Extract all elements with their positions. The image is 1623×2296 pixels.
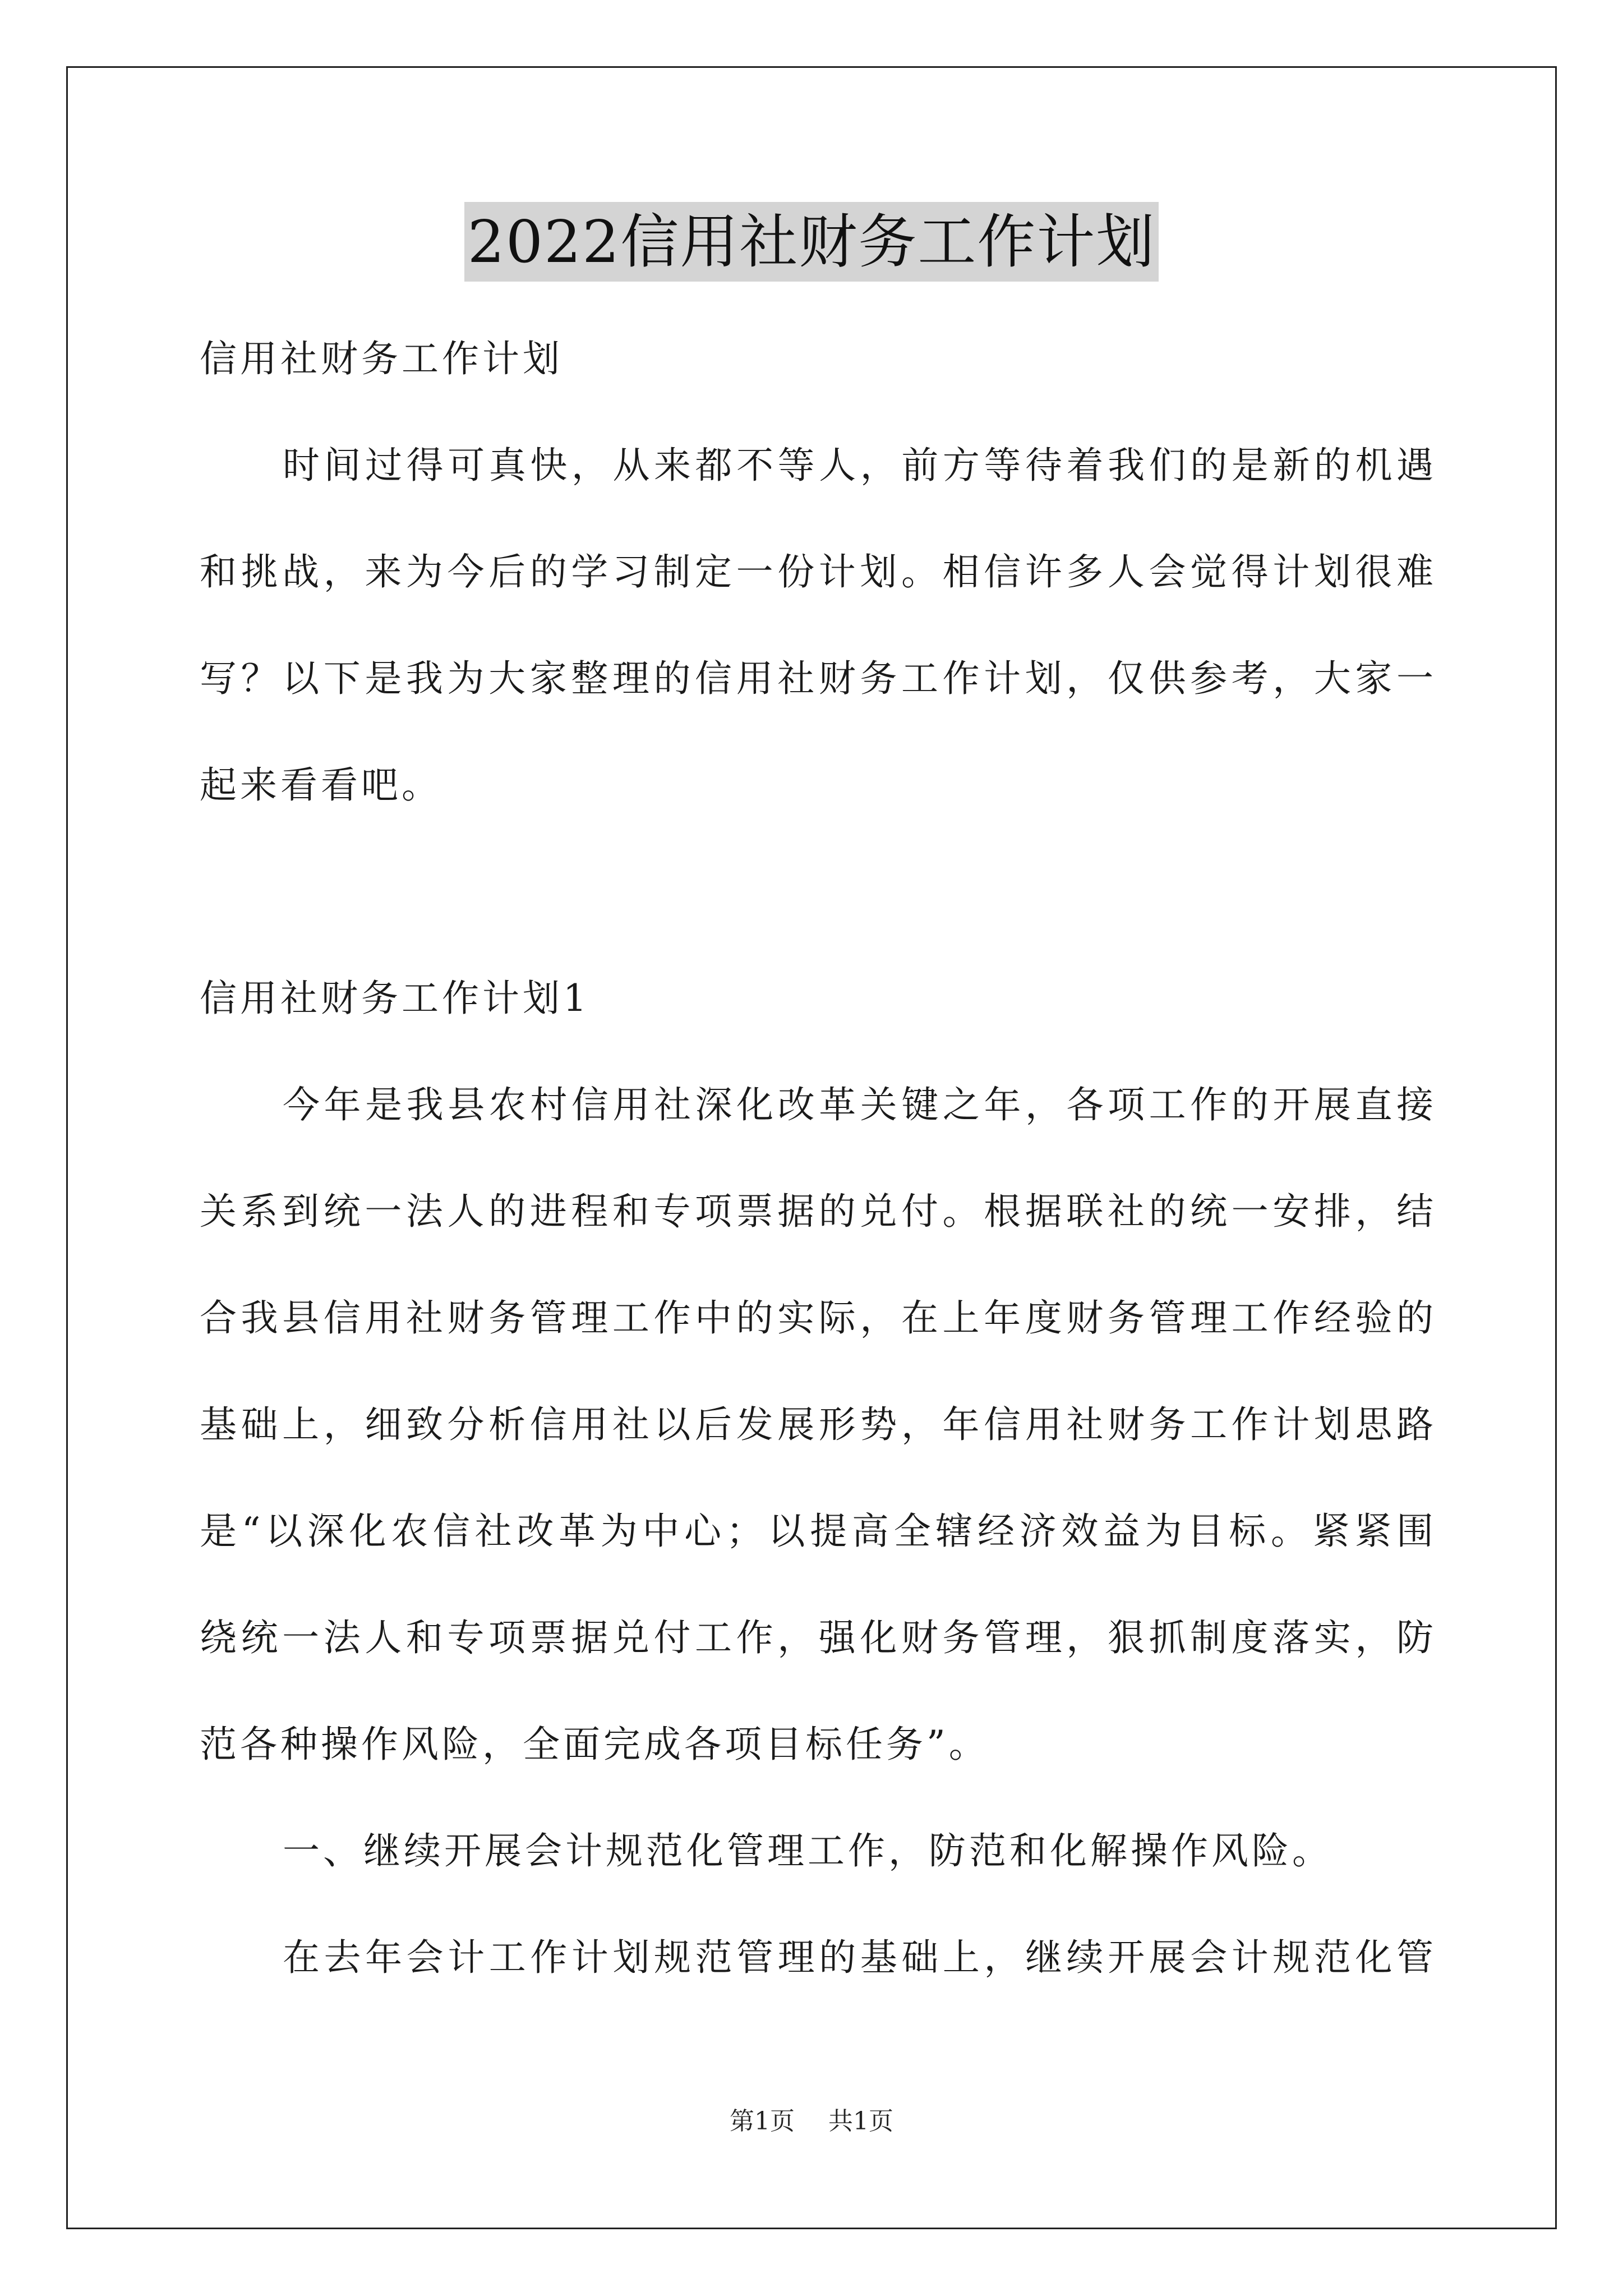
paragraph-line: 范各种操作风险，全面完成各项目标任务”。 (200, 1723, 989, 1766)
point-heading: 一、继续开展会计规范化管理工作，防范和化解操作风险。 (283, 1829, 1332, 1872)
page-footer (0, 2105, 1623, 2138)
intro-line: 时间过得可真快，从来都不等人，前方等待着我们的是新的机遇 (283, 444, 1433, 487)
paragraph-line: 合我县信用社财务管理工作中的实际，在上年度财务管理工作经验的 (200, 1296, 1433, 1340)
paragraph-line: 基础上，细致分析信用社以后发展形势，年信用社财务工作计划思路 (200, 1403, 1433, 1446)
document-body (200, 306, 1433, 2011)
paragraph-line: 在去年会计工作计划规范管理的基础上，继续开展会计规范化管 (283, 1936, 1433, 1979)
page-total: 共1页 (828, 2107, 893, 2136)
paragraph-line: 绕统一法人和专项票据兑付工作，强化财务管理，狠抓制度落实，防 (200, 1616, 1433, 1659)
section-heading: 信用社财务工作计划1 (200, 977, 590, 1020)
paragraph-gap (200, 839, 1433, 945)
document-title: 2022信用社财务工作计划 (464, 202, 1159, 282)
intro-line: 和挑战，来为今后的学习制定一份计划。相信许多人会觉得计划很难 (200, 550, 1433, 593)
title-wrap (0, 202, 1623, 282)
paragraph-line: 今年是我县农村信用社深化改革关键之年，各项工作的开展直接 (283, 1083, 1433, 1126)
heading: 信用社财务工作计划 (200, 337, 563, 380)
intro-line: 起来看看吧。 (200, 763, 442, 807)
intro-line: 写？以下是我为大家整理的信用社财务工作计划，仅供参考，大家一 (200, 657, 1433, 700)
page-number: 第1页 (730, 2107, 795, 2136)
paragraph-line: 是“以深化农信社改革为中心；以提高全辖经济效益为目标。紧紧围 (200, 1510, 1433, 1553)
paragraph-line: 关系到统一法人的进程和专项票据的兑付。根据联社的统一安排，结 (200, 1190, 1433, 1233)
